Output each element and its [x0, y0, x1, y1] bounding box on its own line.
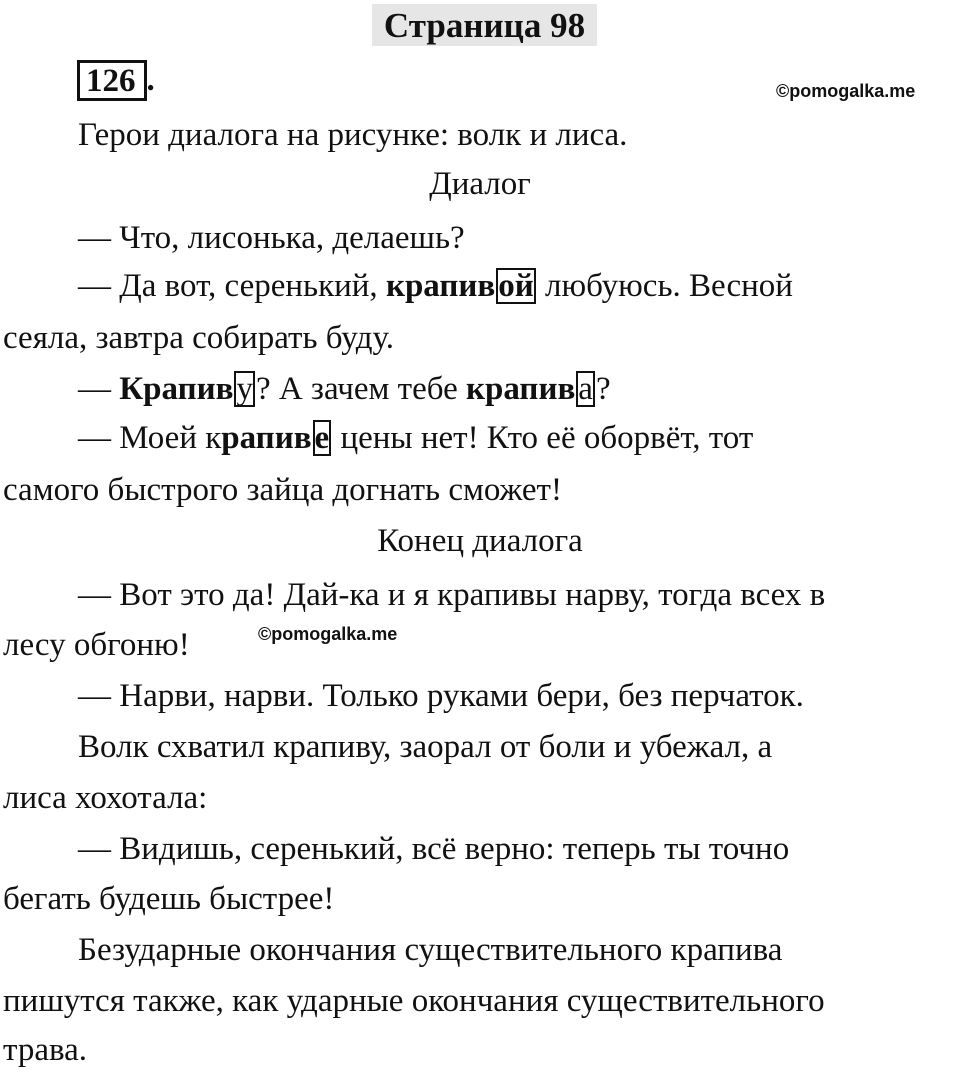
dialog-heading: Диалог	[429, 166, 531, 202]
watermark: ©pomogalka.me	[776, 81, 916, 101]
text-line: Волк схватил крапиву, заорал от боли и убежал, а	[78, 729, 773, 765]
task-number-value: 126	[86, 63, 136, 99]
text-line: бегать будешь быстрее!	[3, 881, 335, 917]
task-number-box	[77, 60, 147, 101]
text-line: Герои диалога на рисунке: волк и лиса.	[78, 117, 628, 153]
conclusion-line: трава.	[3, 1032, 88, 1068]
word-stem: рапив	[221, 420, 312, 456]
dialog-line	[78, 266, 793, 306]
page-title: Страница 98	[372, 4, 597, 46]
word-stem: Крапив	[119, 371, 234, 407]
dialog-line: — Что, лисонька, делаешь?	[78, 220, 465, 256]
text-fragment: любуюсь. Весной	[536, 268, 793, 304]
dialog-line: — Вот это да! Дай-ка и я крапивы нарву, тогда всех в	[78, 577, 826, 613]
text-fragment: ?	[595, 371, 611, 407]
task-number-dot: .	[146, 62, 155, 98]
watermark: ©pomogalka.me	[258, 624, 398, 644]
dialog-line	[78, 369, 611, 409]
word-stem: крапив	[385, 268, 496, 304]
ending-box: у	[236, 371, 253, 407]
dialog-line: — Видишь, серенький, всё верно: теперь ты точно	[78, 831, 790, 867]
task-number	[77, 60, 172, 101]
conclusion-line: Безударные окончания существительного крапива	[78, 932, 783, 968]
dialog-line: — Нарви, нарви. Только руками бери, без перчаток.	[78, 678, 804, 714]
word-stem: крапив	[466, 371, 576, 407]
text-line: сеяла, завтра собирать буду.	[3, 320, 394, 356]
text-fragment: — Да вот, серенький,	[78, 268, 386, 304]
text-fragment: ? А зачем тебе	[255, 371, 466, 407]
dialog-end-heading: Конец диалога	[377, 523, 583, 559]
text-fragment: — Моей к	[78, 420, 222, 456]
ending-box: ой	[498, 268, 534, 304]
text-fragment: цены нет! Кто её оборвёт, тот	[332, 420, 754, 456]
text-line: лесу обгоню!	[3, 627, 190, 663]
ending-box: е	[314, 420, 330, 456]
text-fragment: —	[78, 371, 120, 407]
conclusion-line: пишутся также, как ударные окончания существительного	[3, 983, 825, 1019]
text-line: лиса хохотала:	[3, 780, 208, 816]
text-line: самого быстрого зайца догнать сможет!	[3, 472, 562, 508]
dialog-line	[78, 418, 753, 458]
ending-box: а	[578, 371, 593, 407]
